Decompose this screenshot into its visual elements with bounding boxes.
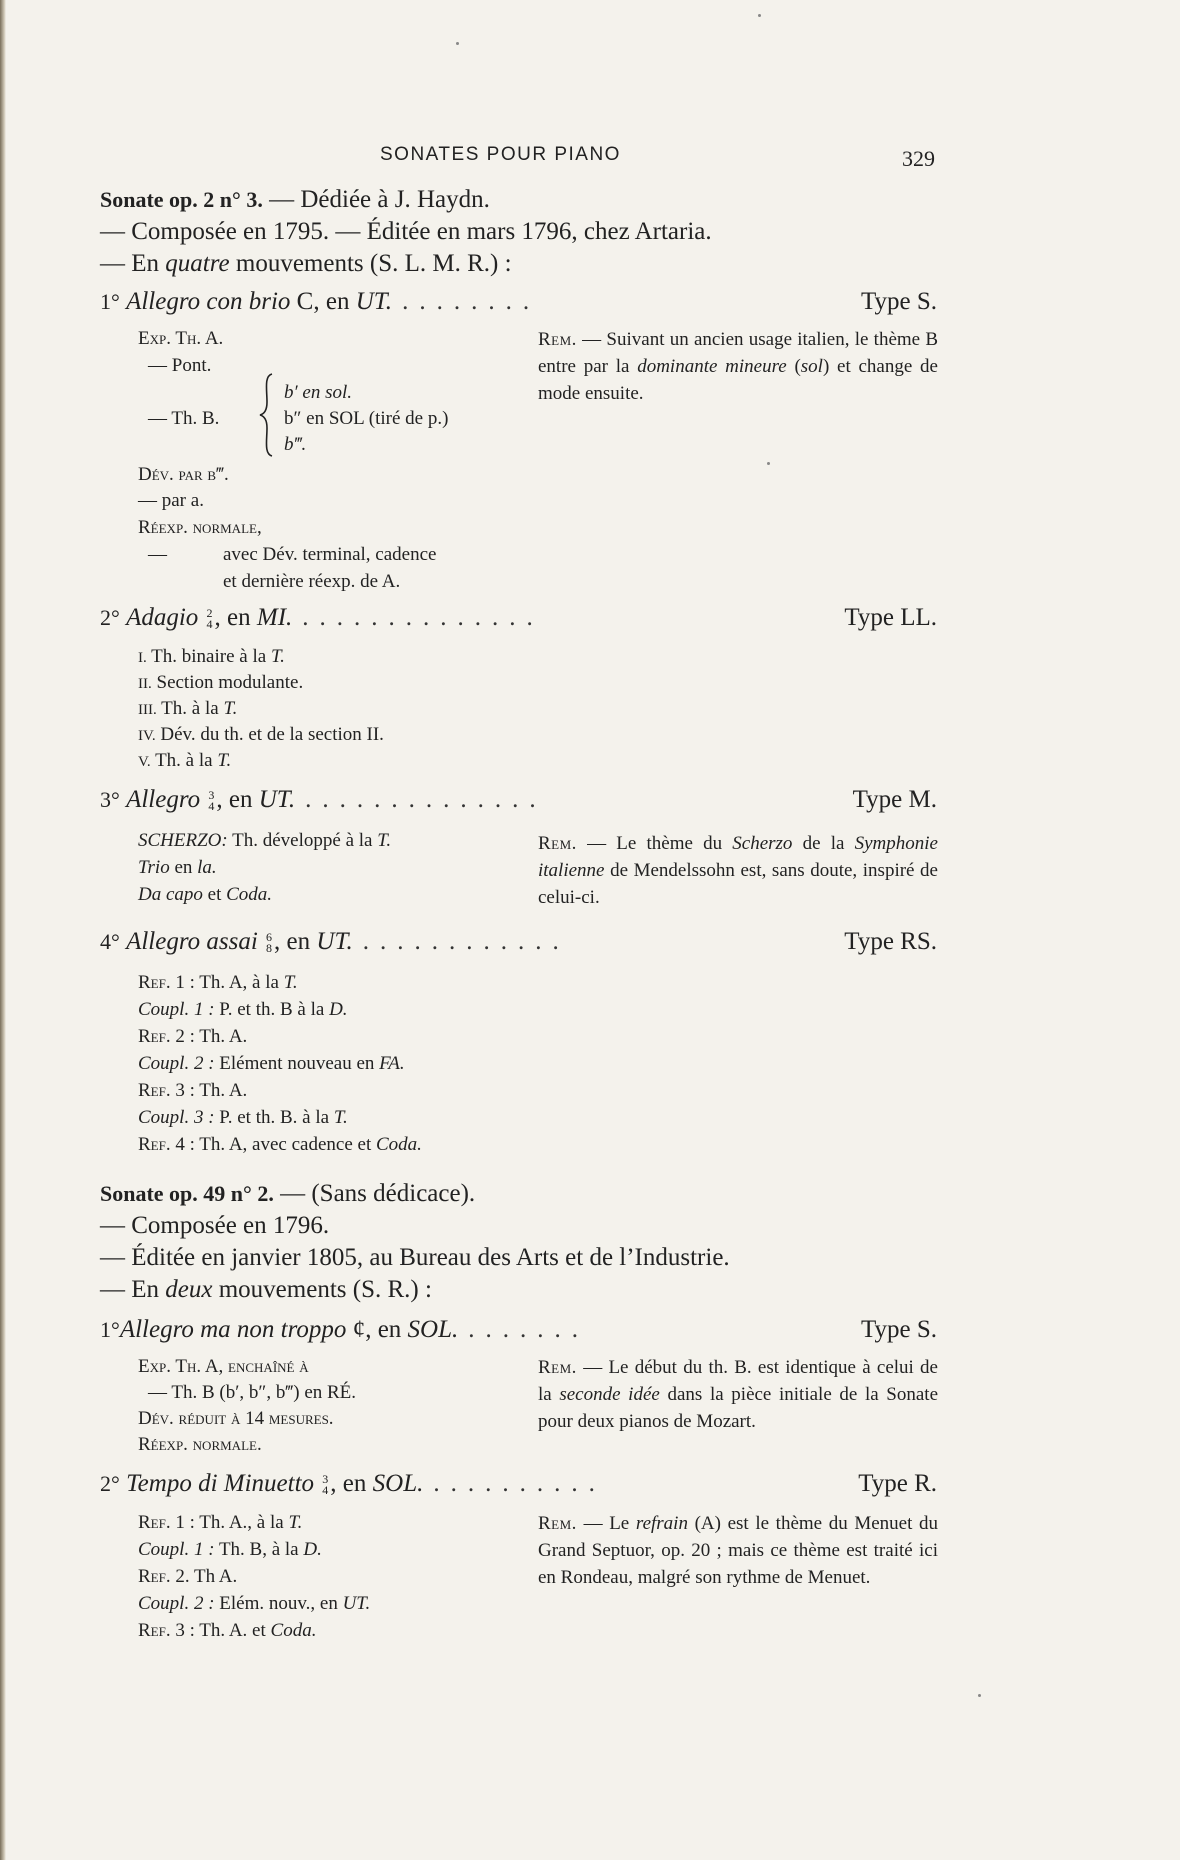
text-fragment: Coda.	[376, 1134, 422, 1155]
text-fragment: Th. A. et	[194, 1620, 271, 1641]
running-head: SONATES POUR PIANO	[380, 144, 621, 165]
paper-speck	[758, 14, 761, 17]
list-item	[138, 1107, 348, 1129]
remark	[538, 1510, 938, 1591]
text-fragment: dans la pièce initiale de la Sonate pour deux pianos de Mozart.	[538, 1384, 939, 1432]
movement-title: Allegro con brio	[126, 288, 291, 315]
text-fragment: FA.	[379, 1053, 405, 1074]
text-fragment: 2	[206, 606, 213, 621]
text-fragment: Scherzo	[732, 833, 793, 854]
dot-leader: ..........	[433, 1470, 606, 1497]
text-fragment: 6	[266, 930, 273, 945]
text-fragment: (A) est le thème du Menuet du Grand Septuor, op. 20 ; mais ce thème est traité ici en Rondeau, malgré son rythme de Menuet.	[538, 1513, 939, 1588]
text-fragment: Exp. Th. A.	[138, 328, 224, 349]
text-fragment: Ref. 3 :	[138, 1620, 195, 1641]
text-fragment: en	[169, 857, 198, 878]
sonata2-title-main: Sonate op. 49 n° 2.	[100, 1181, 274, 1206]
form-type: Type S.	[860, 1316, 937, 1343]
dot-leader: ........	[402, 288, 541, 315]
movement-title: Adagio	[126, 604, 199, 631]
text-fragment: Ref. 3 :	[138, 1080, 195, 1101]
movement-heading	[100, 1470, 937, 1504]
text-fragment: — Le thème du	[576, 833, 733, 854]
list-item	[138, 1080, 247, 1102]
text-fragment: de la	[792, 833, 855, 854]
text-fragment: Ref. 1 :	[138, 972, 195, 993]
key: UT.	[316, 928, 353, 955]
page-binding-edge	[0, 0, 6, 1860]
text-fragment: Trio	[138, 857, 170, 878]
text-fragment: T.	[217, 750, 232, 771]
text-fragment: Coupl. 2 :	[138, 1053, 215, 1074]
text-fragment: Th. A, avec cadence et	[194, 1134, 376, 1155]
text-fragment: en	[371, 1316, 408, 1343]
brace-symbol	[258, 372, 282, 462]
analysis-line: — Th. B (b′, b″, b‴) en RÉ.	[148, 1382, 357, 1403]
text-fragment: Th. A, à la	[194, 972, 284, 993]
text-fragment: Th. B, à la	[214, 1539, 304, 1560]
text-fragment: , en	[274, 928, 317, 955]
sonata2-publication: — Éditée en janvier 1805, au Bureau des Arts et de l’Industrie.	[100, 1244, 730, 1271]
sonata1-movements-count	[100, 250, 512, 278]
sonata1-dedication: — Dédiée à J. Haydn.	[262, 186, 490, 213]
text-fragment: Elément nouveau en	[214, 1053, 380, 1074]
dot-leader: ..............	[302, 604, 544, 631]
analysis-line: et dernière réexp. de A.	[223, 571, 401, 592]
list-item	[138, 1593, 370, 1615]
text-fragment: T.	[333, 1107, 348, 1128]
list-item	[138, 698, 237, 720]
form-type: Type M.	[852, 786, 937, 813]
text-fragment: T.	[377, 830, 392, 851]
key: UT.	[258, 786, 296, 813]
text-fragment: Symphonie italienne	[538, 833, 938, 881]
text-fragment: V.	[138, 754, 151, 770]
remark	[538, 326, 938, 407]
meter: ¢,	[352, 1316, 372, 1343]
text-fragment: deux	[165, 1276, 213, 1303]
text-fragment: , en	[330, 1470, 373, 1497]
text-fragment: Coda.	[270, 1620, 317, 1641]
movement-number: 3°	[100, 787, 120, 812]
text-fragment: 3	[208, 788, 215, 803]
dot-leader: ............	[362, 928, 570, 955]
movement-number: 1°	[100, 1317, 120, 1342]
form-type: Type S.	[860, 288, 937, 315]
text-fragment: Th. A.	[194, 1026, 248, 1047]
dot-leader: .......	[468, 1316, 590, 1343]
text-fragment: mouvements (S. L. M. R.) :	[229, 250, 512, 277]
text-fragment: — Le début du th. B. est identique à celui de la	[538, 1357, 938, 1405]
text-fragment: Dév. du th. et de la section II.	[160, 724, 384, 745]
text-fragment: Coupl. 1 :	[138, 1539, 215, 1560]
list-item	[138, 1566, 237, 1588]
text-fragment: T.	[283, 972, 298, 993]
text-fragment: — Suivant un ancien usage italien, le thème B entre par la	[538, 329, 938, 377]
text-fragment: Coda.	[226, 884, 273, 905]
list-item	[138, 1026, 247, 1048]
remark-label: Rem.	[538, 1357, 577, 1378]
text-fragment: Section modulante.	[156, 672, 304, 693]
text-fragment: sol	[800, 356, 823, 377]
text-fragment: Th. A., à la	[194, 1512, 289, 1533]
text-fragment: — En	[100, 250, 166, 277]
remark	[538, 830, 938, 911]
text-fragment: mouvements (S. R.) :	[212, 1276, 432, 1303]
movement-heading	[100, 928, 937, 962]
text-fragment: Réexp. normale.	[138, 1434, 262, 1455]
analysis-line	[138, 464, 229, 486]
list-item	[138, 1539, 322, 1561]
text-fragment: , en	[216, 786, 259, 813]
text-fragment: UT.	[342, 1593, 371, 1614]
list-item	[138, 724, 384, 746]
list-item	[138, 750, 231, 772]
analysis-line	[138, 1434, 262, 1456]
text-fragment: Th. à la	[155, 750, 218, 771]
text-fragment: Th A.	[189, 1566, 238, 1587]
text-fragment: Th. à la	[161, 698, 224, 719]
text-fragment: , en	[214, 604, 257, 631]
analysis-line	[138, 517, 262, 539]
time-signature	[208, 790, 214, 812]
key: SOL.	[407, 1316, 459, 1343]
remark-label: Rem.	[538, 329, 577, 350]
text-fragment: 4	[206, 617, 213, 632]
remark-label: Rem.	[538, 1513, 577, 1534]
text-fragment: — En	[100, 1276, 166, 1303]
text-fragment: I.	[138, 650, 147, 666]
analysis-line	[138, 884, 272, 906]
text-fragment: refrain	[635, 1513, 688, 1534]
text-fragment: — Le	[576, 1513, 636, 1534]
list-item	[138, 972, 298, 994]
analysis-line: —	[148, 544, 167, 565]
paper-speck	[767, 462, 770, 465]
analysis-line: — Th. B.	[148, 408, 220, 429]
meter: C,	[296, 288, 320, 315]
text-fragment: de Mendelssohn est, sans doute, inspiré de celui-ci.	[538, 860, 938, 908]
text-fragment: Th. développé à la	[227, 830, 378, 851]
text-fragment: P. et th. B. à la	[214, 1107, 334, 1128]
time-signature	[266, 932, 272, 954]
page-header	[0, 144, 1180, 172]
list-item	[138, 1053, 405, 1075]
remark	[538, 1354, 938, 1435]
text-fragment: (	[786, 356, 801, 377]
text-fragment: P. et th. B à la	[214, 999, 330, 1020]
sonata1-title-main: Sonate op. 2 n° 3.	[100, 187, 263, 212]
movement-heading	[100, 786, 937, 820]
analysis-line: b‴.	[284, 434, 307, 455]
text-fragment: 4	[322, 1483, 329, 1498]
movement-label	[100, 1470, 423, 1498]
text-fragment: Coupl. 3 :	[138, 1107, 215, 1128]
text-fragment: Dév. par b‴.	[138, 464, 229, 485]
movement-label	[100, 928, 353, 956]
movement-label	[100, 604, 292, 632]
analysis-line: avec Dév. terminal, cadence	[223, 544, 437, 565]
key: SOL.	[372, 1470, 424, 1497]
brace-icon	[258, 372, 276, 458]
text-fragment: D.	[329, 999, 348, 1020]
analysis-line: b′ en sol.	[284, 382, 353, 403]
text-fragment: D.	[303, 1539, 322, 1560]
sonata2-title	[100, 1180, 475, 1208]
text-fragment: Coupl. 1 :	[138, 999, 215, 1020]
sonata1-composition: — Composée en 1795. — Éditée en mars 1796, chez Artaria.	[100, 218, 712, 245]
list-item	[138, 1134, 422, 1156]
text-fragment: T.	[223, 698, 238, 719]
text-fragment: 4	[208, 799, 215, 814]
text-fragment: Ref. 2.	[138, 1566, 190, 1587]
page-number: 329	[902, 146, 935, 171]
movement-label	[100, 1316, 458, 1344]
text-fragment: Da capo	[138, 884, 203, 905]
text-fragment: et	[202, 884, 227, 905]
text-fragment: Ref. 1 :	[138, 1512, 195, 1533]
text-fragment: Th. binaire à la	[151, 646, 271, 667]
text-fragment: Elém. nouv., en	[214, 1593, 343, 1614]
form-type: Type LL.	[844, 604, 937, 631]
sonata2-dedication: — (Sans dédicace).	[273, 1180, 476, 1207]
key: MI.	[256, 604, 293, 631]
text-fragment: Réexp. normale,	[138, 517, 262, 538]
movement-heading	[100, 604, 937, 638]
movement-number: 4°	[100, 929, 120, 954]
movement-number: 1°	[100, 289, 120, 314]
list-item	[138, 646, 285, 668]
text-fragment: Exp. Th. A, enchaîné à	[138, 1356, 309, 1377]
analysis-line	[138, 830, 391, 852]
text-fragment: ) et change de mode ensuite.	[538, 356, 938, 404]
movement-heading	[100, 1316, 937, 1350]
text-fragment: 8	[266, 941, 273, 956]
sonata2-movements-count	[100, 1276, 432, 1304]
text-fragment: T.	[288, 1512, 303, 1533]
analysis-line	[138, 328, 223, 350]
dot-leader: ..............	[305, 786, 547, 813]
key: UT.	[355, 288, 393, 315]
text-fragment: II.	[138, 676, 152, 692]
form-type: Type R.	[858, 1470, 937, 1497]
paper-speck	[978, 1694, 981, 1697]
analysis-line	[138, 1408, 334, 1430]
analysis-line: — Pont.	[148, 355, 212, 376]
movement-label	[100, 786, 295, 814]
movement-title: Tempo di Minuetto	[126, 1470, 315, 1497]
analysis-line	[138, 857, 217, 879]
text-fragment: SCHERZO:	[138, 830, 228, 851]
text-fragment: Th. A.	[194, 1080, 248, 1101]
time-signature	[322, 1474, 328, 1496]
time-signature	[207, 608, 213, 630]
list-item	[138, 672, 303, 694]
analysis-line	[138, 1356, 309, 1378]
text-fragment: Coupl. 2 :	[138, 1593, 215, 1614]
text-fragment: IV.	[138, 728, 156, 744]
movement-number: 2°	[100, 1471, 120, 1496]
text-fragment: Dév. réduit à 14 mesures.	[138, 1408, 334, 1429]
list-item	[138, 1512, 302, 1534]
movement-number: 2°	[100, 605, 120, 630]
text-fragment: quatre	[165, 250, 230, 277]
text-fragment: dominante mineure	[637, 356, 787, 377]
text-fragment: T.	[270, 646, 285, 667]
movement-title: Allegro	[126, 786, 201, 813]
text-fragment: III.	[138, 702, 157, 718]
text-fragment: seconde idée	[559, 1384, 660, 1405]
paper-speck	[456, 42, 459, 45]
sonata1-title	[100, 186, 490, 214]
text-fragment: Ref. 2 :	[138, 1026, 195, 1047]
movement-heading	[100, 288, 937, 322]
text-fragment: Ref. 4 :	[138, 1134, 195, 1155]
form-type: Type RS.	[844, 928, 937, 955]
list-item	[138, 1620, 316, 1642]
text-fragment: la.	[197, 857, 217, 878]
text-fragment: en	[319, 288, 356, 315]
text-fragment: 3	[322, 1472, 329, 1487]
analysis-line: — par a.	[138, 490, 204, 511]
list-item	[138, 999, 348, 1021]
remark-label: Rem.	[538, 833, 577, 854]
analysis-line: b″ en SOL (tiré de p.)	[284, 408, 449, 429]
sonata2-composition: — Composée en 1796.	[100, 1212, 330, 1239]
movement-title: Allegro assai	[126, 928, 258, 955]
movement-label	[100, 288, 392, 316]
movement-title: Allegro ma non troppo	[119, 1316, 347, 1343]
